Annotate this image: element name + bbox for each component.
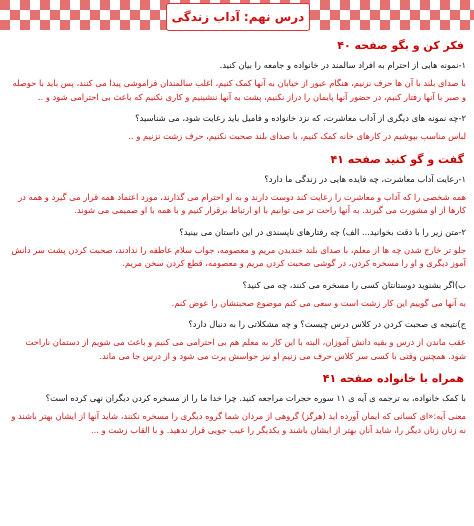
section-heading-think-and-say: فکر کن و بگو صفحه ۴۰	[337, 39, 464, 52]
section-heading-discuss: گفت و گو کنید صفحه ۴۱	[330, 152, 464, 166]
content	[8, 34, 466, 526]
answer: به آنها می گوییم این کار زشت است و سعی می کنم موضوع صحبتشان را عوض کنم.	[171, 297, 466, 308]
answer: با صدای بلند با آن ها حرف نزنیم، هنگام عبور از خیابان به آنها کمک کنیم، اغلب سالمندان فراموشی پیدا می کنند، پس باید با حوصله و صبر با آنها رفتار کنیم، در حضور آنها پایمان را دراز نکنیم، پشت به آنها ننشینیم و کاری نکنیم که باعث بی احترامی شود و ..	[12, 78, 466, 102]
question: ۱-نمونه هایی از احترام به افراد سالمند در خانواده و جامعه را بیان کنید.	[219, 60, 466, 70]
section-heading-with-family: همراه با خانواده صفحه ۴۱	[322, 372, 464, 385]
answer: معنی آیه:«ای کسانی که ایمان آورده اید (هرگز) گروهی از مردان شما گروه دیگری را مسخره نکنند، شاید آنها از ایشان بهتر باشند و نه زنان زنان دیگر را، شاید آنان بهتر از ایشان باشند و یکدیگر را عیب جویی قرار ندهید. و با القاب زشت و ...	[11, 411, 466, 435]
answer: عقب ماندن از درس و بقیه دانش آموزان، البته با این کار به معلم هم بی احترامی می کنیم و باعث می شویم از دستمان ناراحت شود. همچنین وقتی با کسی سر کلاس حرف می زنیم او نیز حواسش پرت می شود و از درس جا می ماند.	[25, 337, 466, 361]
question: ۲-چه نمونه های دیگری از آداب معاشرت، که نزد خانواده و فامیل باید رعایت شود، می شناسید؟	[135, 113, 466, 123]
question: ۱-رعایت آداب معاشرت، چه فایده هایی در زندگی ما دارد؟	[264, 173, 466, 184]
question: ب)اگر بشنوید دوستانتان کسی را مسخره می کنند، چه می کنید؟	[242, 279, 466, 290]
lesson-title: درس نهم: آداب زندگی	[171, 10, 305, 24]
lesson-title-box	[166, 3, 310, 31]
answer: جلو تر خارج شدن چه ها از معلم، با صدای بلند خندیدن مریم و معصومه، جواب سلام عاطفه را ندادند، صحبت کردن پشت سر دانش آموز دیگری و او را مسخره کردن، در گوشی صحبت کردن مریم و معصومه، قطع کردن سخن مریم.	[11, 244, 466, 268]
question: ۲-متن زیر را با دقت بخوانید... الف) چه رفتارهای ناپسندی در این داستان می بینید؟	[179, 226, 466, 237]
question: با کمک خانواده، به ترجمه ی آیه ی ۱۱ سوره حجرات مراجعه کنید. چرا خدا ما را از مسخره کردن دیگران نهی کرده است؟	[45, 393, 466, 403]
question: ج)نتیجه ی صحبت کردن در کلاس درس چیست؟ و چه مشکلاتی را به دنبال دارد؟	[188, 319, 466, 329]
answer: لباس مناسب بپوشیم در کارهای خانه کمک کنیم، با صدای بلند صحبت نکنیم، حرف زشت نزنیم و ..	[128, 131, 466, 141]
answer: همه شخصی را که آداب و معاشرت را رعایت کند دوست دارند و به او احترام می گذارند، مورد اعتماد همه قرار می گیرد و همه در کارها از او مشورت می گیرند. به آنها راحت تر می توانیم با او ارتباط برقرار کنیم و با همه با او صمیمی می شوند.	[18, 191, 466, 215]
